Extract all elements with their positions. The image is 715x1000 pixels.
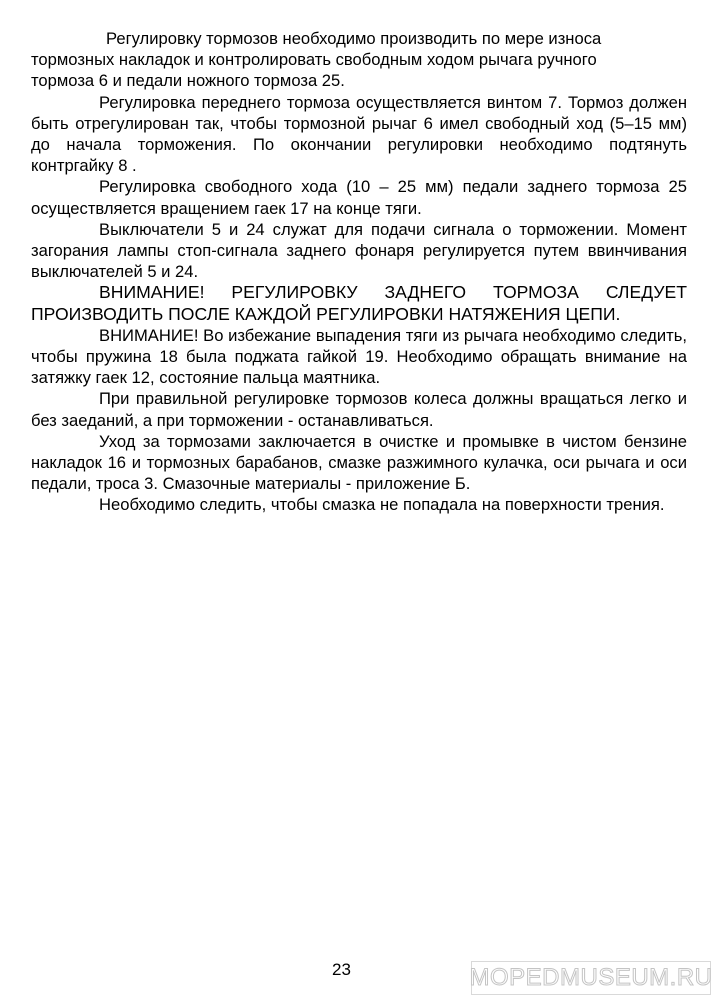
watermark-logo: MOPEDMUSEUM.RU: [471, 961, 711, 995]
paragraph-wheel-rotation: При правильной регулировке тормозов колеса должны вращаться легко и без заеданий, а при торможении - останавливаться.: [31, 389, 687, 430]
document-body: [31, 28, 687, 516]
paragraph-front-brake: Регулировка переднего тормоза осуществляется винтом 7. Тормоз должен быть отрегулирован так, чтобы тормозной рычаг 6 имел свободный ход (5–15 мм) до начала торможения. По окончании регулировки необходимо подтянуть контргайку 8 .: [31, 92, 687, 176]
page-number: 23: [332, 960, 351, 979]
paragraph-warning-spring: ВНИМАНИЕ! Во избежание выпадения тяги из рычага необходимо следить, чтобы пружина 18 была поджата гайкой 19. Необходимо обращать внимание на затяжку гаек 12, состояние пальца маятника.: [31, 325, 687, 388]
paragraph-brake-care: Уход за тормозами заключается в очистке и промывке в чистом бензине накладок 16 и тормозных барабанов, смазке разжимного кулачка, оси рычага и оси педали, троса 3. Смазочные материалы - приложение Б.: [31, 431, 687, 494]
paragraph-rear-brake-pedal: Регулировка свободного хода (10 – 25 мм) педали заднего тормоза 25 осуществляется вращением гаек 17 на конце тяги.: [31, 177, 687, 218]
paragraph-warning-chain: ВНИМАНИЕ! РЕГУЛИРОВКУ ЗАДНЕГО ТОРМОЗА СЛЕДУЕТ ПРОИЗВОДИТЬ ПОСЛЕ КАЖДОЙ РЕГУЛИРОВКИ НАТЯЖЕНИЯ ЦЕПИ.: [31, 282, 687, 324]
paragraph-brake-adjustment: Регулировку тормозов необходимо производить по мере износа тормозных накладок и контролировать свободным ходом рычага ручного тормоза 6 и педали ножного тормоза 25.: [31, 29, 602, 91]
paragraph-lubricant-warning: Необходимо следить, чтобы смазка не попадала на поверхности трения.: [99, 495, 665, 515]
paragraph-brake-switches: Выключатели 5 и 24 служат для подачи сигнала о торможении. Момент загорания лампы стоп-сигнала заднего фонаря регулируется путем ввинчивания выключателей 5 и 24.: [31, 219, 687, 282]
